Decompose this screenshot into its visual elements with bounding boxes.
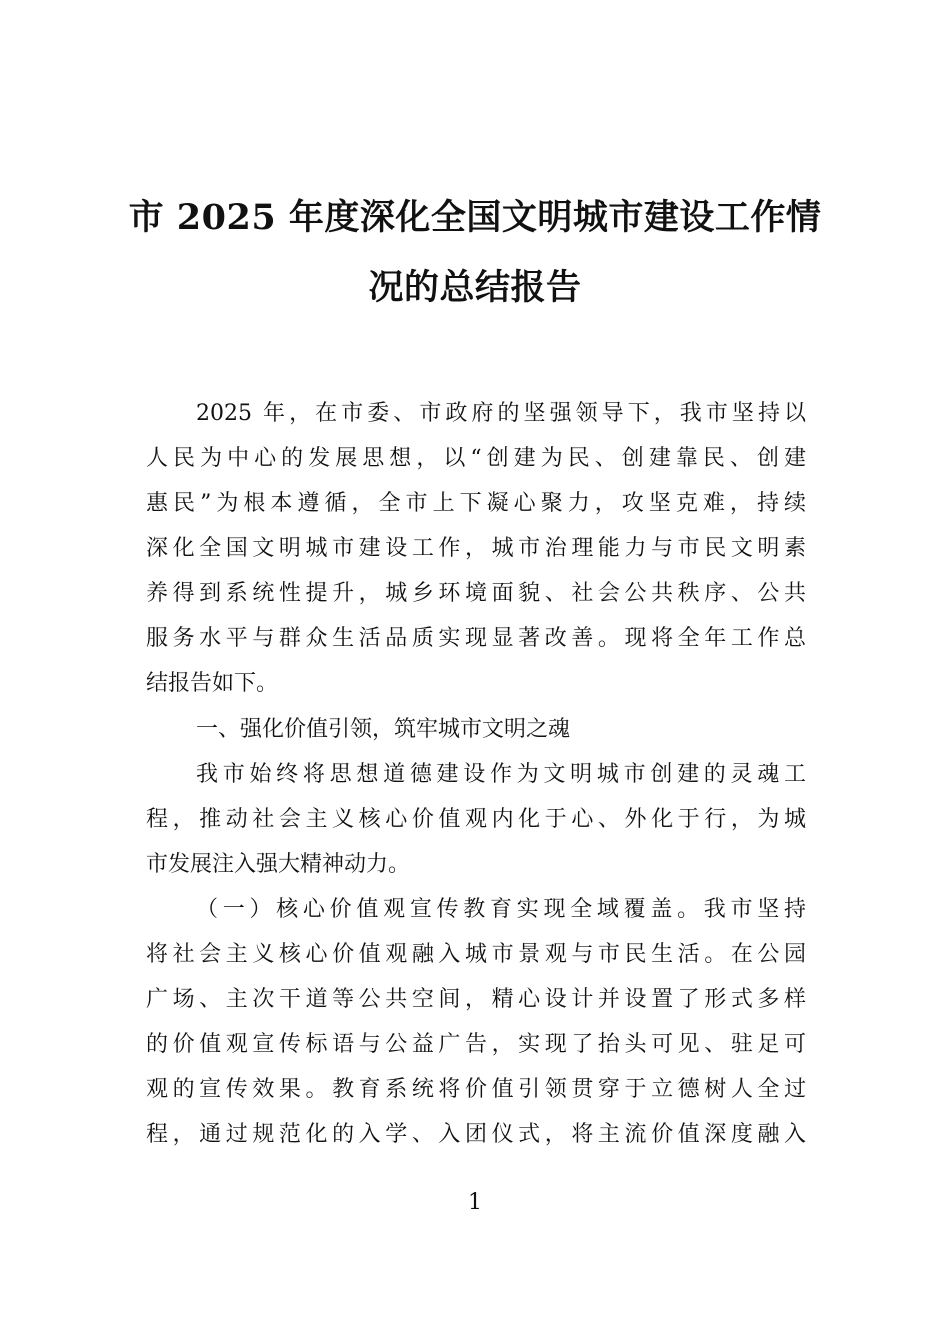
intro-paragraph-line: 深化全国文明城市建设工作，城市治理能力与市民文明素 xyxy=(146,536,806,561)
intro-paragraph-line: 人民为中心的发展思想，以“创建为民、创建靠民、创建 xyxy=(146,446,806,471)
subsection-paragraph-line: （一）核心价值观宣传教育实现全域覆盖。我市坚持 xyxy=(196,897,806,922)
document-title-line-2: 况的总结报告 xyxy=(368,267,582,308)
section-paragraph-line: 我市始终将思想道德建设作为文明城市创建的灵魂工 xyxy=(196,762,806,787)
subsection-paragraph-line: 程，通过规范化的入学、入团仪式，将主流价值深度融入 xyxy=(146,1122,806,1147)
subsection-paragraph-line: 的价值观宣传标语与公益广告，实现了抬头可见、驻足可 xyxy=(146,1032,806,1057)
section-paragraph-line: 市发展注入强大精神动力。 xyxy=(146,852,411,877)
section-paragraph-line: 程，推动社会主义核心价值观内化于心、外化于行，为城 xyxy=(146,807,806,832)
subsection-paragraph-line: 将社会主义核心价值观融入城市景观与市民生活。在公园 xyxy=(146,942,806,967)
subsection-paragraph-line: 观的宣传效果。教育系统将价值引领贯穿于立德树人全过 xyxy=(146,1077,806,1102)
subsection-paragraph-line: 广场、主次干道等公共空间，精心设计并设置了形式多样 xyxy=(146,987,806,1012)
document-title-line-1: 市 2025 年度深化全国文明城市建设工作情 xyxy=(128,197,822,238)
intro-paragraph-line: 惠民”为根本遵循，全市上下凝心聚力，攻坚克难，持续 xyxy=(146,491,806,516)
section-heading: 一、强化价值引领，筑牢城市文明之魂 xyxy=(196,717,571,742)
page-number: 1 xyxy=(468,1190,482,1215)
intro-paragraph-line: 养得到系统性提升，城乡环境面貌、社会公共秩序、公共 xyxy=(146,581,806,606)
intro-paragraph-line: 结报告如下。 xyxy=(146,671,279,696)
intro-paragraph-line: 2025 年，在市委、市政府的坚强领导下，我市坚持以 xyxy=(196,401,806,426)
intro-paragraph-line: 服务水平与群众生活品质实现显著改善。现将全年工作总 xyxy=(146,626,806,651)
